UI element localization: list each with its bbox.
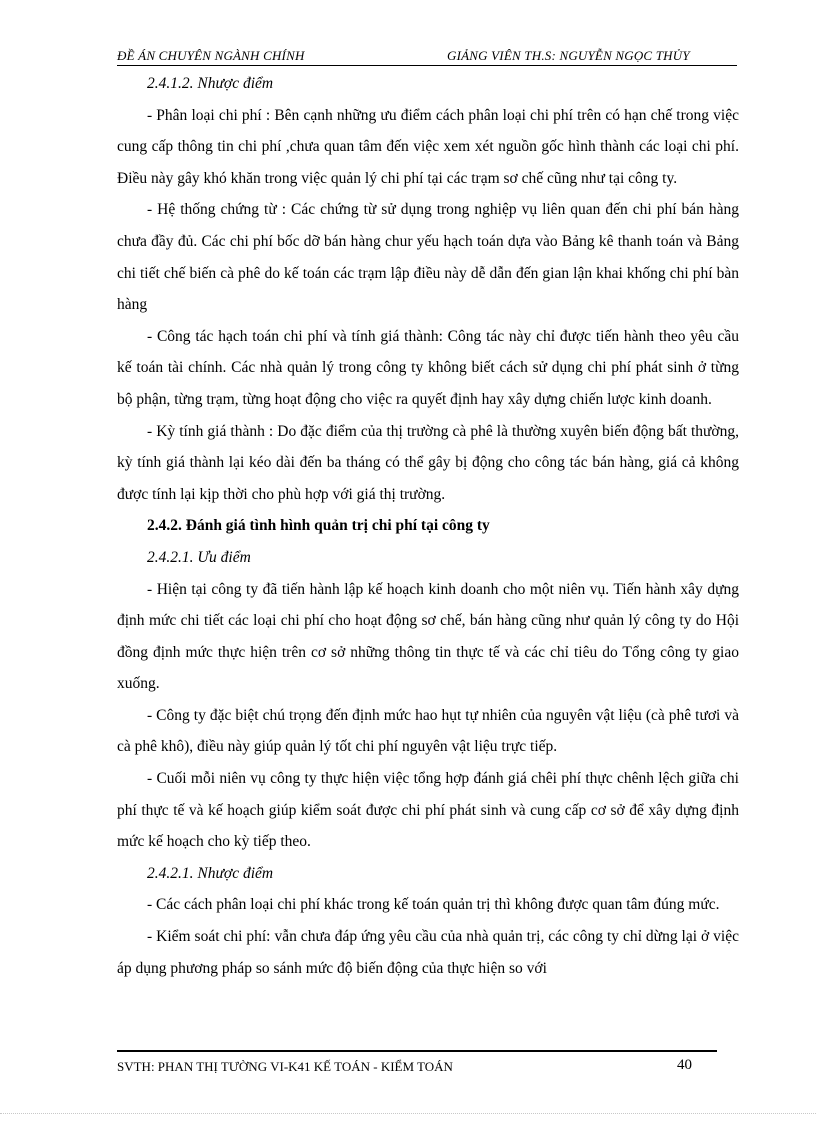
footer-student-info: SVTH: PHAN THỊ TƯỜNG VI-K41 KẾ TOÁN - KIỂM TOÁN: [117, 1059, 453, 1074]
paragraph-loss-norms: - Công ty đặc biệt chú trọng đến định mức hao hụt tự nhiên của nguyên vật liệu (cà phê tươi và cà phê khô), điều này giúp quản lý tốt chi phí nguyên vật liệu trực tiếp.: [117, 706, 739, 756]
heading-2421-disadvantages: 2.4.2.1. Nhược điểm: [147, 864, 274, 882]
heading-2412: 2.4.1.2. Nhược điểm: [147, 75, 274, 92]
page-number: 40: [677, 1057, 692, 1073]
heading-242: 2.4.2. Đánh giá tình hình quản trị chi phí tại công ty: [147, 517, 490, 535]
paragraph-costing-period: - Kỳ tính giá thành : Do đặc điểm của thị trường cà phê là thường xuyên biến động bất thường, kỳ tính giá thành lại kéo dài đến ba tháng có thể gây bị động cho công tác bán hàng, giá cả không được tính lại kịp thời cho phù hợp với giá thị trường.: [117, 422, 739, 503]
paragraph-other-classifications: - Các cách phân loại chi phí khác trong kế toán quản trị thì không được quan tâm đúng mức.: [147, 896, 720, 914]
paragraph-costing-work: - Công tác hạch toán chi phí và tính giá thành: Công tác này chỉ được tiến hành theo yêu cầu kế toán tài chính. Các nhà quản lý trong công ty không biết cách sử dụng chi phí phát sinh ở từng bộ phận, từng trạm, từng hoạt động cho việc ra quyết định hay xây dựng chiến lược kinh doanh.: [117, 327, 739, 408]
document-body: [117, 68, 739, 984]
page-footer: [117, 1057, 717, 1077]
header-project-title: ĐỀ ÁN CHUYÊN NGÀNH CHÍNH: [117, 48, 305, 63]
paragraph-year-end-review: - Cuối mỗi niên vụ công ty thực hiện việc tổng hợp đánh giá chêi phí thực chênh lệch giữa chi phí thực tế và kế hoạch giúp kiểm soát được chi phí phát sinh và cung cấp cơ sở để xây dựng định mức kế hoạch cho kỳ tiếp theo.: [117, 770, 739, 851]
paragraph-voucher-system: - Hệ thống chứng từ : Các chứng từ sử dụng trong nghiệp vụ liên quan đến chi phí bán hàng chưa đầy đủ. Các chi phí bốc dỡ bán hàng chur yếu hạch toán dựa vào Bảng kê thanh toán và Bảng chi tiết chế biến cà phê do kế toán các trạm lập điều này dễ dẫn đến gian lận khai khống chi phí bàn hàng: [117, 201, 739, 314]
footer-divider: [117, 1050, 717, 1052]
paragraph-cost-control: - Kiểm soát chi phí: vẫn chưa đáp ứng yêu cầu của nhà quản trị, các công ty chỉ dừng lại ở việc áp dụng phương pháp so sánh mức độ biến động của thực hiện so với: [117, 928, 739, 977]
heading-2421-advantages: 2.4.2.1. Ưu điểm: [147, 548, 251, 566]
paragraph-cost-classification: - Phân loại chi phí : Bên cạnh những ưu điểm cách phân loại chi phí trên có hạn chế trong việc cung cấp thông tin chi phí ,chưa quan tâm đến việc xem xét nguồn gốc hình thành các loại chi phí. Điều này gây khó khăn trong việc quản lý chi phí tại các trạm sơ chế cũng như tại công ty.: [117, 106, 739, 187]
header-lecturer: GIẢNG VIÊN TH.S: NGUYỄN NGỌC THỦY: [447, 48, 690, 63]
paragraph-business-plan: - Hiện tại công ty đã tiến hành lập kế hoạch kinh doanh cho một niên vụ. Tiến hành xây dựng định mức chi tiết các loại chi phí cho hoạt động sơ chế, bán hàng cũng như quản lý công ty do Hội đồng định mức thực hiện trên cơ sở những thông tin thực tế và các chỉ tiêu do Tổng công ty giao xuống.: [117, 580, 739, 693]
page-header: [117, 47, 737, 66]
page-bottom-edge: [0, 1113, 816, 1114]
